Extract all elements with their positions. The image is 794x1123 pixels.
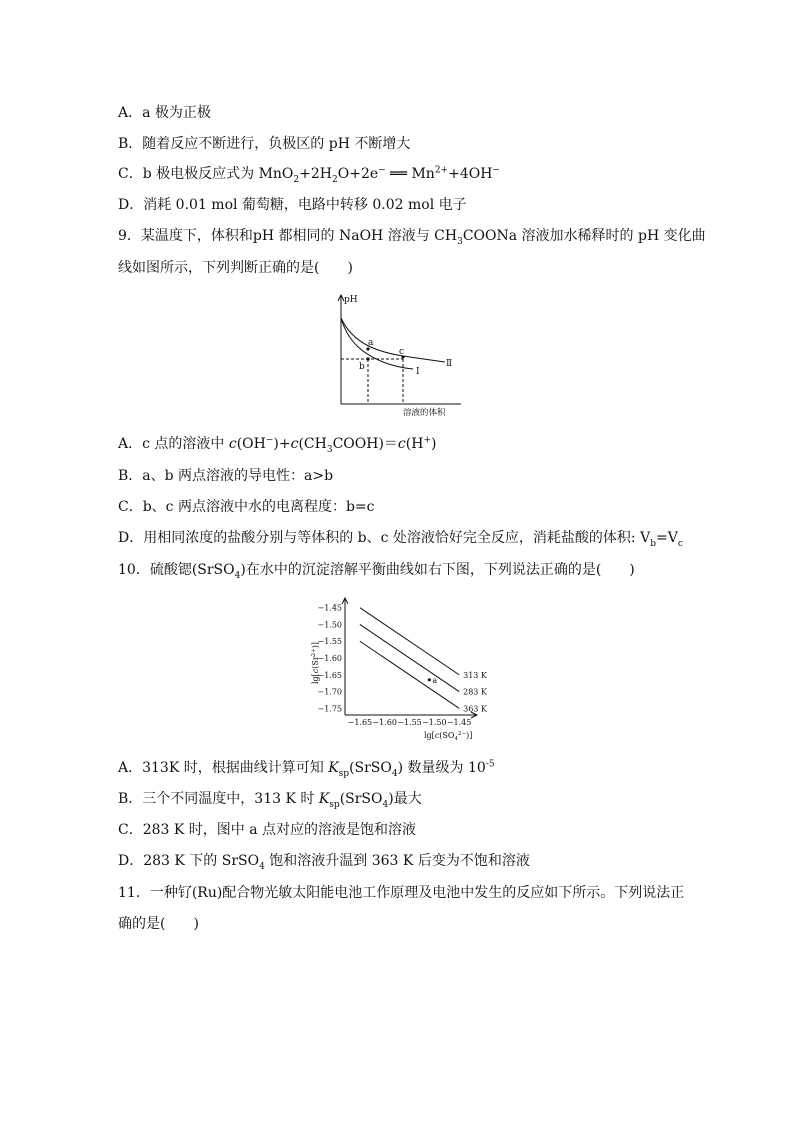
y-tick-label-2: −1.55: [317, 637, 342, 647]
q10-option-b: B．三个不同温度中，313 K 时 $K_{sp}(SrSO_4)$最大: [118, 791, 422, 810]
point-a: [428, 678, 431, 681]
q9-option-a: A．c 点的溶液中 $c(OH^-)+c(CH_3COOH)=c(H^+)$: [118, 435, 437, 455]
q8-option-a: A．a 极为正极: [118, 105, 211, 121]
x-axis-label: $\lg[c(SO_4^{2-})]$: [424, 731, 473, 742]
series-line-0: [360, 608, 459, 675]
q9-ph-dilution-chart: [333, 292, 468, 420]
series-label-1: 283 K: [463, 687, 487, 697]
y-axis-label: $\lg[c(Sr^{2+})]$: [311, 641, 320, 685]
series-label-0: 313 K: [463, 670, 487, 680]
label-curve-I: Ⅰ: [416, 367, 420, 377]
series-line-2: [360, 641, 459, 708]
q11-stem-line1: 11．一种钌(Ru)配合物光敏太阳能电池工作原理及电池中发生的反应如下所示。下列说法正: [118, 885, 685, 901]
point-a-label: a: [432, 675, 438, 685]
series-line-1: [360, 624, 459, 691]
y-tick-label-4: −1.65: [317, 670, 342, 680]
curve-I: [341, 318, 413, 369]
q8-option-d: D．消耗 0.01 mol 葡萄糖，电路中转移 0.02 mol 电子: [118, 197, 467, 213]
q10-stem: 10．硫酸锶(SrSO$_4$)在水中的沉淀溶解平衡曲线如右下图，下列说法正确的是( ): [118, 562, 635, 581]
q9-stem-line1: 9．某温度下，体积和pH 都相同的 NaOH 溶液与 $CH_3COONa$ 溶液加水稀释时的 pH 变化曲: [118, 228, 706, 247]
y-tick-label-5: −1.70: [317, 687, 342, 697]
x-tick-label-3: −1.50: [422, 718, 447, 727]
q8-option-c: C．b 极电极反应式为 $MnO_2+2H_2O+2e^-$ ══ $Mn^{2+}+4OH^-$: [118, 165, 500, 185]
x-tick-label-4: −1.45: [446, 718, 472, 727]
q9-option-d: D．用相同浓度的盐酸分别与等体积的 b、c 处溶液恰好完全反应，消耗盐酸的体积: $V_b=V_c$: [118, 530, 683, 549]
q10-srso4-chart: [306, 593, 496, 743]
q8-option-b: B．随着反应不断进行，负极区的 pH 不断增大: [118, 136, 411, 152]
y-tick-label-6: −1.75: [317, 704, 342, 714]
y-tick-label-3: −1.60: [317, 654, 342, 663]
q10-option-a: A．313K 时，根据曲线计算可知 $K_{sp}(SrSO_4)$ 数量级为 $10^{-5}$: [118, 759, 495, 779]
label-a: a: [368, 338, 374, 348]
q10-option-d: D．283 K 下的 SrSO$_4$ 饱和溶液升温到 363 K 后变为不饱和溶液: [118, 853, 530, 872]
label-curve-II: Ⅱ: [446, 359, 453, 369]
q9-option-b: B．a、b 两点溶液的导电性：a>b: [118, 468, 334, 484]
x-axis-label: 溶液的体积: [403, 408, 446, 418]
q10-option-c: C．283 K 时，图中 a 点对应的溶液是饱和溶液: [118, 822, 417, 838]
label-b: b: [359, 362, 365, 372]
q11-stem-line2: 确的是( ): [118, 916, 199, 932]
x-tick-label-0: −1.65: [347, 718, 373, 727]
point-b: [366, 357, 369, 360]
curve-II: [341, 318, 445, 362]
series-label-2: 363 K: [463, 704, 487, 714]
q9-stem-line2: 线如图所示，下列判断正确的是( ): [118, 260, 353, 276]
x-tick-label-2: −1.55: [397, 718, 422, 727]
x-tick-label-1: −1.60: [372, 718, 397, 727]
y-tick-label-0: −1.45: [317, 603, 342, 613]
y-tick-label-1: −1.50: [317, 620, 342, 630]
label-c: c: [399, 347, 405, 357]
q9-option-c: C．b、c 两点溶液中水的电离程度：b=c: [118, 499, 375, 515]
y-axis-label: pH: [344, 295, 358, 305]
